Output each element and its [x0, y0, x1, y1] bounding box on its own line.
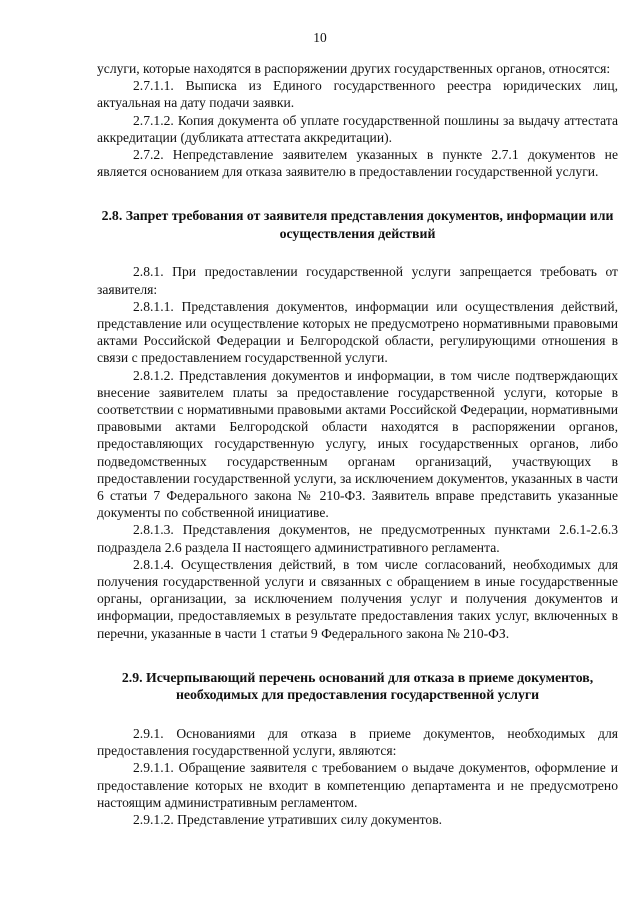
section-heading-2-8: 2.8. Запрет требования от заявителя представления документов, информации или осуществления действий — [101, 208, 614, 241]
paragraph-2-7-1-1: 2.7.1.1. Выписка из Единого государственного реестра юридических лиц, актуальная на дату подачи заявки. — [97, 78, 618, 111]
document-body — [97, 60, 618, 828]
paragraph-2-9-1-2: 2.9.1.2. Представление утративших силу документов. — [133, 811, 443, 827]
spacer — [97, 180, 618, 207]
paragraph-2-8-1-2: 2.8.1.2. Представления документов и информации, в том числе подтверждающих внесение заявителем платы за предоставление государственной услуги, которые в соответствии с нормативными правовыми актами Российской Федерации, нормативными правовыми актами Белгородской области находятся в распоряжении органов, предоставляющих государственную услугу, иных государственных органов, либо подведомственных государственным органам организаций, участвующих в предоставлении государственной услуги, за исключением документов, указанных в части 6 статьи 7 Федерального закона № 210-ФЗ. Заявитель вправе представить указанные документы по собственной инициативе. — [97, 367, 618, 521]
page-number: 10 — [313, 30, 327, 45]
paragraph-2-7-2: 2.7.2. Непредставление заявителем указанных в пункте 2.7.1 документов не является основанием для отказа заявителю в предоставлении государственной услуги. — [97, 147, 618, 180]
paragraph-2-9-1-1: 2.9.1.1. Обращение заявителя с требованием о выдаче документов, оформление и предоставление которых не входит в компетенцию департамента и не предусмотрено настоящим административным регламентом. — [97, 760, 618, 810]
spacer — [97, 242, 618, 263]
paragraph-2-7-1-2: 2.7.1.2. Копия документа об уплате государственной пошлины за выдачу аттестата аккредитации (дубликата аттестата аккредитации). — [97, 112, 618, 145]
paragraph-2-8-1-4: 2.8.1.4. Осуществления действий, в том числе согласований, необходимых для получения государственной услуги и связанных с обращением в иные государственные органы, организации, за исключением получения услуг и получения документов и информации, предоставляемых в результате предоставления таких услуг, включенных в перечни, указанные в части 1 статьи 9 Федерального закона № 210-ФЗ. — [97, 556, 618, 641]
paragraph-2-9-1: 2.9.1. Основаниями для отказа в приеме документов, необходимых для предоставления государственной услуги, являются: — [97, 725, 618, 759]
paragraph-2-8-1-3: 2.8.1.3. Представления документов, не предусмотренных пунктами 2.6.1-2.6.3 подраздела 2.6 раздела II настоящего административного регламента. — [97, 522, 618, 555]
paragraph-continuation: услуги, которые находятся в распоряжении других государственных органов, относятся: — [97, 61, 611, 76]
paragraph-2-8-1-1: 2.8.1.1. Представления документов, информации или осуществления действий, представление или осуществление которых не предусмотрено нормативными правовыми актами Российской Федерации и Белгородской области, регулирующими отношения в связи с предоставлением государственной услуги. — [97, 298, 618, 366]
paragraph-2-8-1: 2.8.1. При предоставлении государственной услуги запрещается требовать от заявителя: — [97, 264, 618, 297]
spacer — [97, 642, 618, 669]
spacer — [97, 704, 618, 725]
section-heading-2-9: 2.9. Исчерпывающий перечень оснований для отказа в приеме документов, необходимых для предоставления государственной услуги — [121, 669, 594, 703]
